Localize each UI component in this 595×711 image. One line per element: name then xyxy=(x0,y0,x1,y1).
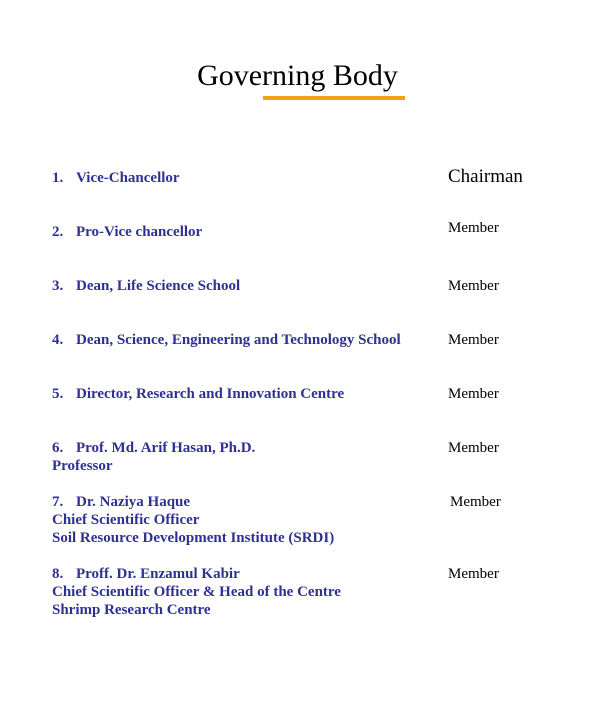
member-name xyxy=(52,223,452,241)
member-name xyxy=(52,565,452,583)
member-role: Member xyxy=(448,566,499,582)
member-name xyxy=(52,439,452,457)
member-entry xyxy=(52,277,452,295)
title-underline xyxy=(263,96,405,100)
member-role: Member xyxy=(448,440,499,456)
page-title: Governing Body xyxy=(197,59,398,92)
member-name xyxy=(52,331,452,349)
member-title: Dr. Naziya Haque xyxy=(76,494,191,510)
member-role: Member xyxy=(448,332,499,348)
member-detail-line: Soil Resource Development Institute (SRDI) xyxy=(52,530,335,546)
member-title: Prof. Md. Arif Hasan, Ph.D. xyxy=(76,440,256,456)
member-role: Member xyxy=(448,386,499,402)
member-number: 1. xyxy=(52,170,64,186)
member-title: Proff. Dr. Enzamul Kabir xyxy=(76,566,240,582)
member-entry xyxy=(52,493,452,547)
member-entry xyxy=(52,385,452,403)
member-entry xyxy=(52,565,452,619)
member-role: Member xyxy=(450,494,501,510)
member-entry xyxy=(52,169,452,187)
member-detail-line: Chief Scientific Officer xyxy=(52,512,200,528)
member-number: 5. xyxy=(52,386,64,402)
member-detail-line: Shrimp Research Centre xyxy=(52,602,211,618)
member-entry xyxy=(52,223,452,241)
member-number: 8. xyxy=(52,566,64,582)
member-role: Member xyxy=(448,278,499,294)
member-title: Director, Research and Innovation Centre xyxy=(76,386,345,402)
member-title: Pro-Vice chancellor xyxy=(76,224,203,240)
member-name xyxy=(52,385,452,403)
member-entry xyxy=(52,331,452,349)
member-number: 2. xyxy=(52,224,64,240)
member-number: 4. xyxy=(52,332,64,348)
member-name xyxy=(52,277,452,295)
member-name xyxy=(52,169,452,187)
member-number: 3. xyxy=(52,278,64,294)
member-role: Chairman xyxy=(448,166,523,187)
member-role: Member xyxy=(448,220,499,236)
member-title: Dean, Life Science School xyxy=(76,278,241,294)
member-number: 6. xyxy=(52,440,64,456)
member-name xyxy=(52,493,452,511)
member-detail-line: Professor xyxy=(52,458,113,474)
member-title: Vice-Chancellor xyxy=(76,170,180,186)
member-entry xyxy=(52,439,452,475)
member-number: 7. xyxy=(52,494,64,510)
member-title: Dean, Science, Engineering and Technology School xyxy=(76,332,401,348)
member-detail-line: Chief Scientific Officer & Head of the Centre xyxy=(52,584,341,600)
